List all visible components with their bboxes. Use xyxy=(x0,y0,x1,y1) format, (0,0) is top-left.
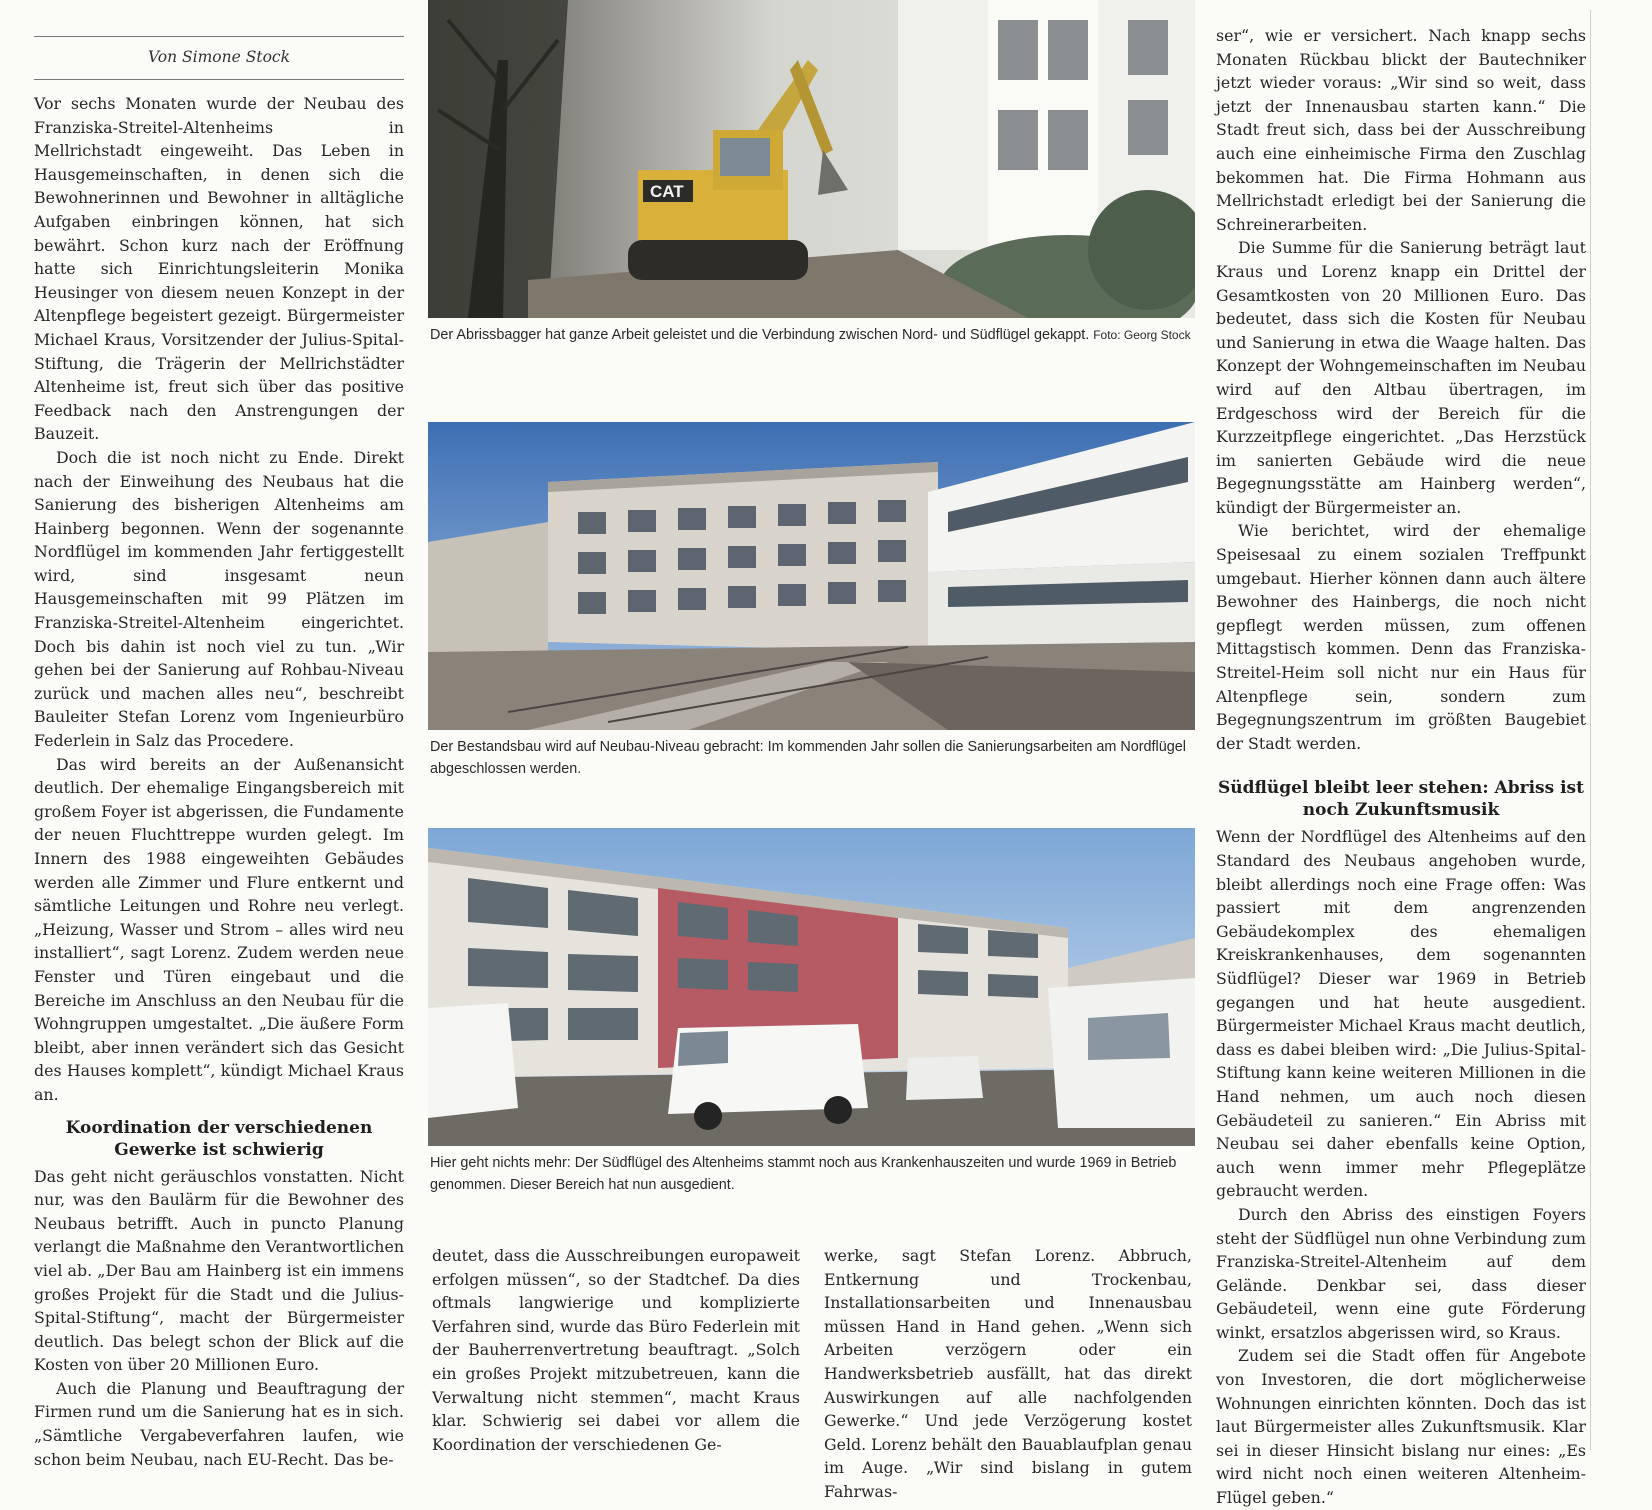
article-column-4 xyxy=(1216,24,1586,1508)
paragraph: Vor sechs Monaten wurde der Neubau des Franziska-Streitel-Altenheims in Mellrichstadt eingeweiht. Das Leben in Hausgemeinschaften, in denen sich die Bewohnerinnen und Bewohner in alltägliche Aufgaben einbringen können, hat sich bewährt. Schon kurz nach der Eröffnung hatte sich Einrichtungsleiterin Monika Heusinger von diesem neuen Konzept in der Altenpflege begeistert gezeigt. Bürgermeister Michael Kraus, Vorsitzender der Julius-Spital-Stiftung, die Trägerin der Mellrichstädter Altenheime ist, freut sich über das positive Feedback nach den Anstrengungen der Bauzeit. xyxy=(34,94,404,444)
paragraph: Die Summe für die Sanierung beträgt laut Kraus und Lorenz knapp ein Drittel der Gesamtkosten von 20 Millionen Euro. Das bedeutet, dass sich die Kosten für Neubau und Sanierung in etwa die Waage halten. Das Konzept der Wohngemeinschaften im Neubau wird auf den Altbau übertragen, im Erdgeschoss wird der Bereich für die Kurzzeitpflege eingerichtet. „Das Herzstück im sanierten Gebäude wird die neue Begegnungsstätte am Hainberg werden“, kündigt der Bürgermeister an. xyxy=(1216,238,1586,517)
excavator-brand-label: CAT xyxy=(650,182,684,201)
column-divider xyxy=(1590,10,1591,1450)
byline-rule-bottom xyxy=(34,79,404,80)
paragraph: Zudem sei die Stadt offen für Angebote von Investoren, die dort möglicherweise Wohnungen einrichten könnten. Doch das ist laut Bürgermeister alles Zukunftsmusik. Klar sei in dieser Hinsicht bislang nur eines: „Es wird nicht noch einen weiteren Altenheim-Flügel geben.“ xyxy=(1216,1346,1586,1508)
article-column-2 xyxy=(432,1244,800,1454)
photo-credit: Foto: Georg Stock xyxy=(1093,328,1191,342)
caption-text: Der Abrissbagger hat ganze Arbeit geleistet und die Verbindung zwischen Nord- und Südflügel gekappt. xyxy=(430,327,1090,343)
subheading: Südflügel bleibt leer stehen: Abriss ist noch Zukunftsmusik xyxy=(1218,778,1584,821)
photo-excavator-caption xyxy=(430,324,1200,374)
paragraph: Durch den Abriss des einstigen Foyers steht der Südflügel nun ohne Verbindung zum Franziska-Streitel-Altenheim auf dem Gelände. Denkbar sei, dass dieser Gebäudeteil, wenn eine gute Förderung winkt, ersatzlos abgerissen wird, so Kraus. xyxy=(1216,1204,1586,1342)
paragraph: Das wird bereits an der Außenansicht deutlich. Der ehemalige Eingangsbereich mit großem Foyer ist abgerissen, die Fundamente der neuen Fluchttreppe wurden gelegt. Im Innern des 1988 eingeweihten Gebäudes werden alle Zimmer und Flure entkernt und sämtliche Leitungen und Rohre neu verlegt. „Heizung, Wasser und Strom – alles wird neu installiert“, sagt Lorenz. Zudem werden neue Fenster und Türen eingebaut und die Bereiche im Anschluss an den Neubau für die Wohngruppen umgestaltet. „Die äußere Form bleibt, aber innen verändert sich das Gesicht des Hauses komplett“, kündigt Michael Kraus an. xyxy=(34,754,405,1104)
paragraph: Wenn der Nordflügel des Altenheims auf den Standard des Neubaus angehoben wurde, bleibt allerdings noch eine Frage offen: Was passiert mit dem angrenzenden Gebäudekomplex des ehemaligen Kreiskrankenhauses, dem sogenannten Südflügel? Dieser war 1969 in Betrieb gegangen und hat heute ausgedient. Bürgermeister Michael Kraus macht deutlich, dass es dabei bleiben wird: „Die Julius-Spital-Stiftung kann keine weiteren Millionen in die Hand nehmen, um auch noch diesen Gebäudeteil zu sanieren.“ Ein Abriss mit Neubau sei daher ebenfalls keine Option, auch wenn immer mehr Pflegeplätze gebraucht werden. xyxy=(1216,827,1586,1201)
paragraph: Wie berichtet, wird der ehemalige Speisesaal zu einem sozialen Treffpunkt umgebaut. Hierher können dann auch ältere Bewohner des Hainbergs, die noch nicht gepflegt werden müssen, zum offenen Mittagstisch kommen. Denn das Franziska-Streitel-Heim soll nicht nur ein Haus für Altenpflege sein, sondern zum Begegnungszentrum im größten Baugebiet der Stadt werden. xyxy=(1216,521,1586,753)
article-column-3 xyxy=(824,1244,1192,1501)
photo-south-wing xyxy=(428,828,1195,1146)
bleed-text-left xyxy=(0,0,28,1470)
paragraph: Auch die Planung und Beauftragung der Firmen rund um die Sanierung hat es in sich. „Sämtliche Vergabeverfahren laufen, wie schon beim Neubau, nach EU-Recht. Das be- xyxy=(34,1378,404,1469)
byline: Von Simone Stock xyxy=(148,48,290,66)
article-column-1 xyxy=(34,92,405,1469)
photo-existing-building-caption: Der Bestandsbau wird auf Neubau-Niveau gebracht: Im kommenden Jahr sollen die Sanierungsarbeiten am Nordflügel abgeschlossen werden. xyxy=(430,739,1186,777)
subheading: Koordination der verschiedenen Gewerke ist schwierig xyxy=(65,1117,373,1160)
photo-south-wing-caption: Hier geht nichts mehr: Der Südflügel des Altenheims stammt noch aus Krankenhauszeiten und wurde 1969 in Betrieb genommen. Dieser Bereich hat nun ausgedient. xyxy=(430,1155,1177,1193)
paragraph: Das geht nicht geräuschlos vonstatten. Nicht nur, was den Baulärm für die Bewohner des Neubaus betrifft. Auch in puncto Planung verlangt die Maßnahme den Verantwortlichen viel ab. „Der Bau am Hainberg ist ein immens großes Projekt für die Stadt und die Julius-Spital-Stiftung“, macht der Bürgermeister deutlich. Das belegt schon der Blick auf die Kosten von über 20 Millionen Euro. xyxy=(34,1166,404,1375)
paragraph: werke, sagt Stefan Lorenz. Abbruch, Entkernung und Trockenbau, Installationsarbeiten und Innenausbau müssen Hand in Hand gehen. „Wenn sich Arbeiten verzögern oder ein Handwerksbetrieb ausfällt, hat das direkt Auswirkungen auf alle nachfolgenden Gewerke.“ Und jede Verzögerung kostet Geld. Lorenz behält den Bauablaufplan genau im Auge. „Wir sind bislang in gutem Fahrwas- xyxy=(824,1246,1192,1501)
byline-rule-top xyxy=(34,36,404,37)
photo-existing-building xyxy=(428,422,1195,730)
paragraph: ser“, wie er versichert. Nach knapp sechs Monaten Rückbau blickt der Bautechniker jetzt wieder voraus: „Wir sind so weit, dass jetzt der Innenausbau starten kann.“ Die Stadt freut sich, dass bei der Ausschreibung auch eine einheimische Firma den Zuschlag bekommen hat. Die Firma Hohmann aus Mellrichstadt erledigt bei der Sanierung die Schreinerarbeiten. xyxy=(1216,26,1586,234)
photo-excavator xyxy=(428,0,1195,318)
paragraph: deutet, dass die Ausschreibungen europaweit erfolgen müssen“, so der Stadtchef. Da dies oftmals langwierige und komplizierte Verfahren sind, wurde das Büro Federlein mit der Bauherrenvertretung beauftragt. „Solch ein großes Projekt mitzubetreuen, kann die Verwaltung nicht stemmen“, macht Kraus klar. Schwierig sei dabei vor allem die Koordination der verschiedenen Ge- xyxy=(432,1246,800,1454)
bleed-text-right xyxy=(1595,0,1652,1470)
paragraph: Doch die ist noch nicht zu Ende. Direkt nach der Einweihung des Neubaus hat die Sanierung des bisherigen Altenheims am Hainberg begonnen. Wenn der sogenannte Nordflügel im kommenden Jahr fertiggestellt wird, sind insgesamt neun Hausgemeinschaften mit 99 Plätzen im Franziska-Streitel-Altenheim eingerichtet. Doch bis dahin ist noch viel zu tun. „Wir gehen bei der Sanierung auf Rohbau-Niveau zurück und machen alles neu“, beschreibt Bauleiter Stefan Lorenz vom Ingenieurbüro Federlein in Salz das Procedere. xyxy=(34,447,404,751)
